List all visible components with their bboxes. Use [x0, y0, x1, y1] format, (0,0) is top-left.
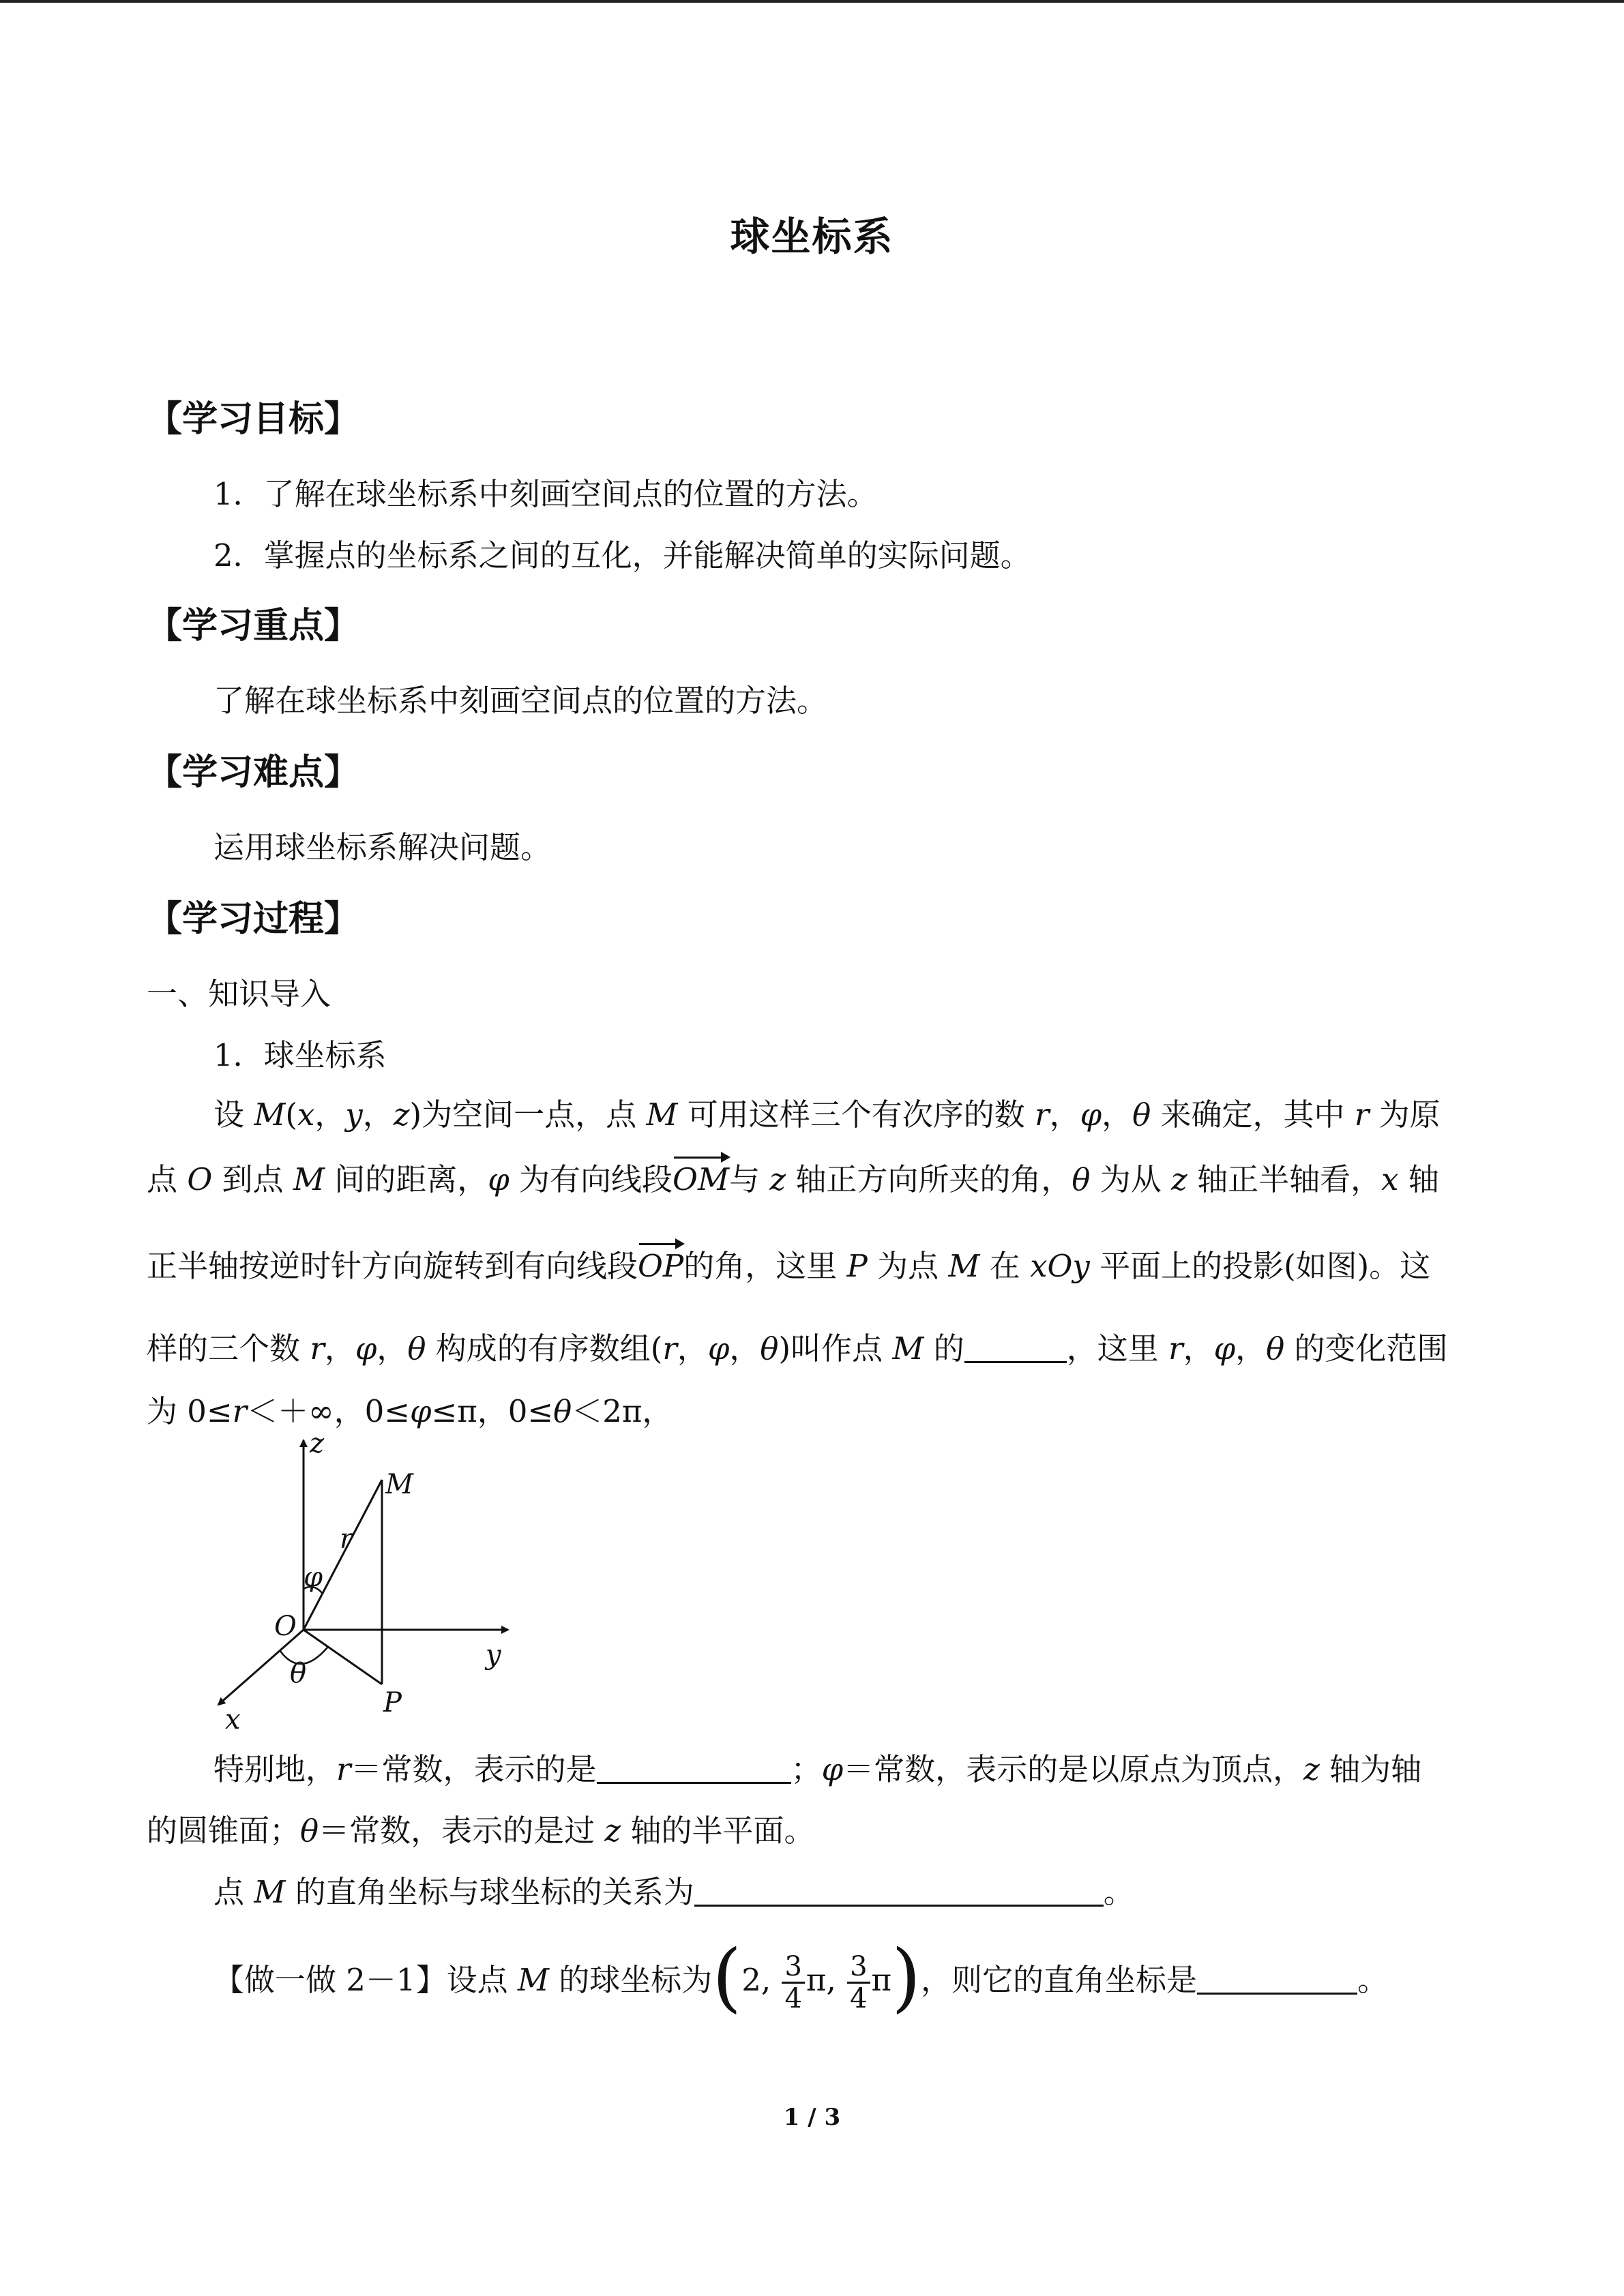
definition-paragraph-line-4: 样的三个数 r，φ，θ 构成的有序数组(r，φ，θ)叫作点 M 的 ，这里 r，φ，θ 的变化范围	[147, 1330, 1448, 1367]
right-paren: )	[891, 1933, 921, 2021]
label-theta: θ	[290, 1658, 307, 1689]
segment-op	[304, 1630, 382, 1684]
spherical-coordinate-figure	[198, 1425, 525, 1739]
goal-item-2: 2．掌握点的坐标系之间的互化，并能解决简单的实际问题。	[213, 537, 1031, 573]
page-title: 球坐标系	[730, 213, 894, 260]
exercise-label: 【做一做 2－1】	[213, 1962, 447, 1998]
subsection-spherical-coords: 1．球坐标系	[213, 1037, 387, 1073]
definition-paragraph-line-2: 点 O 到点 M 间的距离，φ 为有向线段OM与 z 轴正方向所夹的角，θ 为从 z 轴正半轴看，x 轴	[147, 1159, 1477, 1200]
exercise-line: 【做一做 2－1】设点 M 的球坐标为(2, $\frac{3}{4}$ π, $\frac{3}{4}$ π)，则它的直角坐标是 。	[213, 1933, 1389, 2021]
label-z: z	[310, 1428, 325, 1459]
blank-r-constant[interactable]	[597, 1752, 791, 1784]
label-phi: φ	[304, 1562, 323, 1593]
page-number: 1 / 3	[783, 2104, 841, 2131]
heading-key-points: 【学习重点】	[147, 605, 360, 646]
segment-om	[304, 1480, 382, 1630]
section-knowledge-intro: 一、知识导入	[147, 976, 331, 1012]
definition-paragraph-line-5: 为 0≤r＜＋∞，0≤φ≤π，0≤θ＜2π，	[147, 1393, 673, 1429]
label-p: P	[383, 1687, 402, 1718]
blank-rectangular-coordinate[interactable]	[1197, 1963, 1357, 1995]
label-origin: O	[274, 1611, 297, 1642]
definition-paragraph-line-3: 正半轴按逆时针方向旋转到有向线段OP的角，这里 P 为点 M 在 xOy 平面上的投影(如图)。这	[147, 1246, 1477, 1287]
special-cases-line-1: 特别地，r＝常数，表示的是 ；φ＝常数，表示的是以原点为顶点，z 轴为轴	[213, 1751, 1422, 1787]
heading-difficulties: 【学习难点】	[147, 751, 360, 793]
label-x: x	[225, 1704, 241, 1735]
goal-item-1: 1．了解在球坐标系中刻画空间点的位置的方法。	[213, 476, 878, 512]
blank-spherical-coordinate[interactable]	[964, 1331, 1067, 1363]
vector-op: OP	[638, 1246, 683, 1287]
fraction-first: $\frac{3}{4}$	[782, 1952, 804, 2014]
label-r: r	[340, 1523, 353, 1555]
heading-learning-process: 【学习过程】	[147, 898, 360, 940]
key-points-text: 了解在球坐标系中刻画空间点的位置的方法。	[213, 683, 828, 719]
blank-coordinate-relation[interactable]	[694, 1875, 1104, 1907]
relation-line: 点 M 的直角坐标与球坐标的关系为 。	[213, 1874, 1134, 1910]
special-cases-line-2: 的圆锥面；θ＝常数，表示的是过 z 轴的半平面。	[147, 1813, 815, 1849]
top-border	[0, 0, 1624, 3]
definition-paragraph-line-1: 设 M(x，y，z)为空间一点，点 M 可用这样三个有次序的数 r，φ，θ 来确定，其中 r 为原	[213, 1097, 1441, 1133]
label-y: y	[486, 1639, 501, 1671]
left-paren: (	[712, 1933, 742, 2021]
heading-learning-goals: 【学习目标】	[147, 398, 360, 440]
vector-om: OM	[673, 1159, 729, 1200]
label-m: M	[385, 1469, 413, 1500]
difficulties-text: 运用球坐标系解决问题。	[213, 829, 552, 865]
fraction-second: $\frac{3}{4}$	[847, 1952, 870, 2014]
